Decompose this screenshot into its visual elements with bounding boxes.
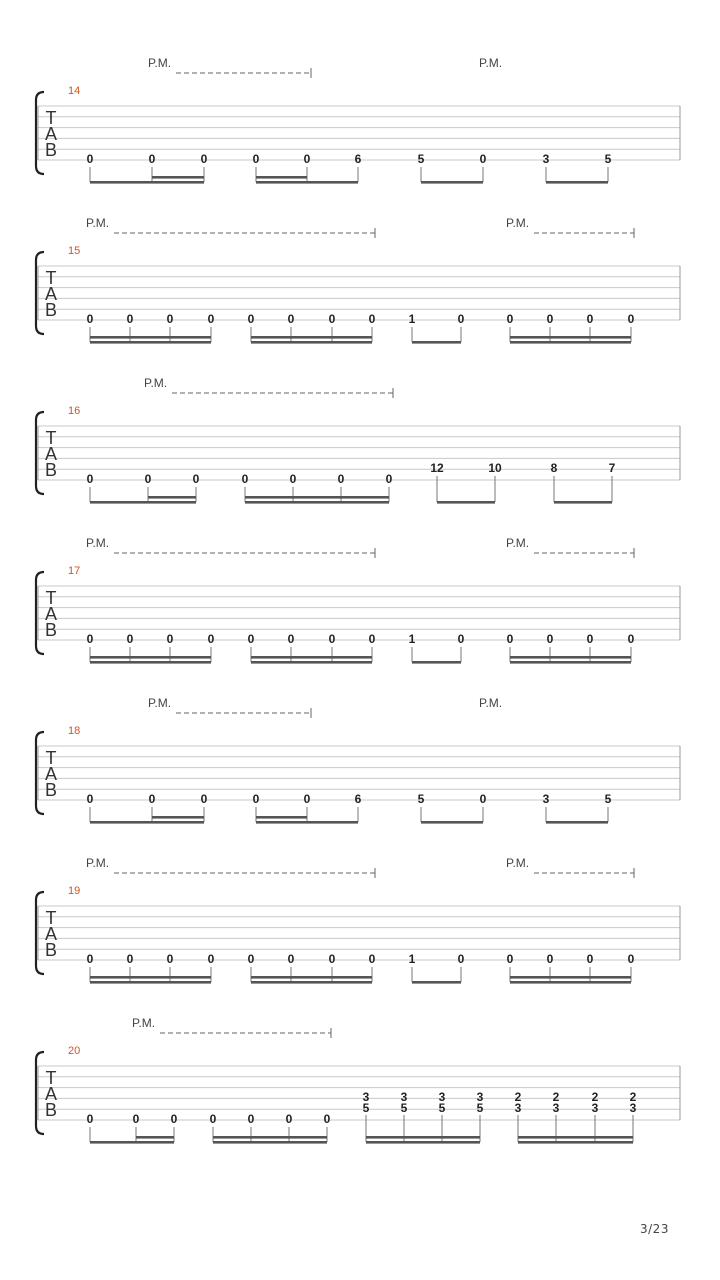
tab-clef-letter: B (44, 460, 58, 480)
palm-mute (506, 536, 634, 558)
fret-number: 0 (287, 312, 295, 326)
tab-note (430, 461, 444, 502)
fret-number: 0 (126, 632, 134, 646)
fret-number: 0 (627, 312, 635, 326)
note-beam (90, 821, 204, 824)
note-beam (90, 976, 211, 979)
note-beam (251, 656, 372, 659)
note-beam (510, 976, 631, 979)
note-beam (510, 656, 631, 659)
note-beam (510, 336, 631, 339)
note-beam (510, 661, 631, 664)
fret-number: 0 (86, 792, 94, 806)
fret-number: 0 (247, 1112, 255, 1126)
tab-note (543, 792, 550, 822)
measure-number: 16 (68, 405, 81, 417)
measure-number: 17 (68, 565, 81, 577)
note-beam (251, 661, 372, 664)
tab-clef-letter: A (44, 604, 58, 624)
fret-number: 0 (287, 632, 295, 646)
note-beam (412, 341, 461, 344)
tab-note (87, 152, 94, 182)
fret-number: 5 (417, 792, 425, 806)
measure-number: 14 (68, 85, 81, 97)
fret-number: 0 (627, 632, 635, 646)
fret-number: 0 (506, 952, 514, 966)
fret-number: 0 (252, 152, 260, 166)
tab-note (439, 1090, 446, 1142)
note-beam (251, 976, 372, 979)
tab-note (480, 152, 487, 182)
tab-note (355, 152, 362, 182)
note-beam (251, 341, 372, 344)
fret-number: 5 (604, 152, 612, 166)
tab-clef-letter: T (45, 428, 57, 448)
fret-number: 0 (546, 632, 554, 646)
tab-clef-letter: T (45, 108, 57, 128)
fret-number: 0 (323, 1112, 331, 1126)
fret-number: 6 (354, 792, 362, 806)
tab-note (355, 792, 362, 822)
tab-note (553, 1090, 560, 1142)
tab-note (418, 152, 425, 182)
palm-mute (506, 216, 634, 238)
fret-number: 2 (629, 1090, 637, 1104)
tab-note (409, 952, 416, 982)
fret-number: 3 (591, 1101, 599, 1115)
tab-note (409, 312, 416, 342)
tab-clef-letter: T (45, 268, 57, 288)
tab-clef-letter: A (44, 764, 58, 784)
fret-number: 0 (627, 952, 635, 966)
fret-number: 0 (328, 312, 336, 326)
tab-clef-letter: A (44, 444, 58, 464)
tab-note (458, 312, 465, 342)
fret-number: 0 (144, 472, 152, 486)
fret-number: 0 (328, 952, 336, 966)
measure-number: 20 (68, 1045, 81, 1057)
fret-number: 0 (457, 312, 465, 326)
fret-number: 0 (126, 952, 134, 966)
note-beam (421, 181, 483, 184)
fret-number: 0 (457, 632, 465, 646)
fret-number: 0 (207, 952, 215, 966)
fret-number: 0 (126, 312, 134, 326)
palm-mute-label: P.M. (132, 1016, 156, 1030)
note-beam (90, 656, 211, 659)
palm-mute-label: P.M. (479, 56, 503, 70)
palm-mute-label: P.M. (144, 376, 168, 390)
note-beam (256, 176, 307, 179)
tab-note (515, 1090, 522, 1142)
tab-note (458, 952, 465, 982)
note-beam (148, 496, 196, 499)
palm-mute (132, 1016, 331, 1038)
tab-clef-letter: A (44, 124, 58, 144)
fret-number: 0 (368, 952, 376, 966)
fret-number: 0 (207, 632, 215, 646)
tab-clef-letter: B (44, 140, 58, 160)
fret-number: 1 (408, 312, 416, 326)
measure-number: 15 (68, 245, 81, 257)
palm-mute (144, 376, 393, 398)
fret-number: 0 (207, 312, 215, 326)
fret-number: 3 (400, 1090, 408, 1104)
note-beam (256, 816, 307, 819)
tab-clef-letter: A (44, 924, 58, 944)
tab-clef-letter: T (45, 1068, 57, 1088)
tab-note (480, 792, 487, 822)
note-beam (251, 981, 372, 984)
tab-clef-letter: B (44, 940, 58, 960)
fret-number: 0 (247, 632, 255, 646)
fret-number: 0 (86, 952, 94, 966)
tab-system (36, 216, 680, 344)
tab-system (36, 376, 680, 504)
fret-number: 0 (166, 952, 174, 966)
fret-number: 0 (200, 152, 208, 166)
tab-note (605, 152, 612, 182)
fret-number: 0 (385, 472, 393, 486)
tab-note (87, 1112, 94, 1142)
fret-number: 0 (209, 1112, 217, 1126)
tab-note (401, 1090, 408, 1142)
palm-mute (86, 216, 375, 238)
fret-number: 0 (285, 1112, 293, 1126)
palm-mute-label: P.M. (506, 856, 530, 870)
fret-number: 0 (86, 1112, 94, 1126)
fret-number: 0 (200, 792, 208, 806)
tab-note (363, 1090, 370, 1142)
fret-number: 0 (337, 472, 345, 486)
fret-number: 3 (362, 1090, 370, 1104)
fret-number: 0 (479, 792, 487, 806)
fret-number: 0 (287, 952, 295, 966)
palm-mute (86, 856, 375, 878)
fret-number: 3 (542, 152, 550, 166)
note-beam (152, 816, 204, 819)
note-beam (554, 501, 612, 504)
fret-number: 0 (546, 312, 554, 326)
tab-system (36, 56, 680, 184)
palm-mute-label: P.M. (506, 216, 530, 230)
fret-number: 0 (328, 632, 336, 646)
note-beam (412, 981, 461, 984)
palm-mute (86, 536, 375, 558)
tab-note (87, 792, 94, 822)
fret-number: 0 (586, 952, 594, 966)
fret-number: 0 (546, 952, 554, 966)
fret-number: 0 (170, 1112, 178, 1126)
system-bracket (36, 92, 44, 174)
fret-number: 0 (247, 312, 255, 326)
note-beam (90, 341, 211, 344)
note-beam (421, 821, 483, 824)
fret-number: 0 (252, 792, 260, 806)
palm-mute-label: P.M. (148, 696, 172, 710)
tab-note (418, 792, 425, 822)
fret-number: 5 (476, 1101, 484, 1115)
fret-number: 0 (148, 152, 156, 166)
fret-number: 0 (247, 952, 255, 966)
fret-number: 0 (192, 472, 200, 486)
palm-mute (479, 56, 502, 70)
system-bracket (36, 412, 44, 494)
fret-number: 10 (488, 461, 502, 475)
note-beam (245, 501, 389, 504)
fret-number: 1 (408, 632, 416, 646)
measure-number: 18 (68, 725, 81, 737)
system-bracket (36, 1052, 44, 1134)
fret-number: 0 (506, 632, 514, 646)
fret-number: 5 (417, 152, 425, 166)
note-beam (546, 181, 608, 184)
fret-number: 3 (438, 1090, 446, 1104)
tab-clef-letter: B (44, 300, 58, 320)
tab-note (409, 632, 416, 662)
fret-number: 12 (430, 461, 444, 475)
note-beam (366, 1141, 480, 1144)
note-beam (213, 1141, 327, 1144)
fret-number: 0 (586, 312, 594, 326)
fret-number: 0 (457, 952, 465, 966)
fret-number: 1 (408, 952, 416, 966)
tab-system (36, 536, 680, 664)
fret-number: 0 (86, 632, 94, 646)
tab-note (605, 792, 612, 822)
system-bracket (36, 572, 44, 654)
palm-mute-label: P.M. (86, 216, 110, 230)
fret-number: 0 (479, 152, 487, 166)
note-beam (518, 1141, 633, 1144)
fret-number: 0 (86, 312, 94, 326)
note-beam (90, 336, 211, 339)
fret-number: 3 (514, 1101, 522, 1115)
note-beam (437, 501, 495, 504)
tab-note (609, 461, 616, 502)
note-beam (90, 981, 211, 984)
page-number: 3/23 (640, 1222, 669, 1236)
palm-mute (479, 696, 502, 710)
fret-number: 7 (608, 461, 616, 475)
note-beam (256, 821, 358, 824)
tab-clef-letter: T (45, 908, 57, 928)
tab-note (458, 632, 465, 662)
note-beam (256, 181, 358, 184)
fret-number: 0 (586, 632, 594, 646)
note-beam (510, 341, 631, 344)
note-beam (510, 981, 631, 984)
tab-note (477, 1090, 484, 1142)
fret-number: 0 (86, 472, 94, 486)
system-bracket (36, 252, 44, 334)
fret-number: 3 (629, 1101, 637, 1115)
tab-clef-letter: T (45, 588, 57, 608)
tab-clef-letter: A (44, 284, 58, 304)
fret-number: 2 (514, 1090, 522, 1104)
fret-number: 0 (86, 152, 94, 166)
note-beam (90, 661, 211, 664)
palm-mute (148, 696, 311, 718)
note-beam (90, 181, 204, 184)
fret-number: 5 (400, 1101, 408, 1115)
note-beam (546, 821, 608, 824)
tab-note (630, 1090, 637, 1142)
system-bracket (36, 892, 44, 974)
tab-note (87, 472, 94, 502)
fret-number: 0 (148, 792, 156, 806)
tab-note (592, 1090, 599, 1142)
measure-number: 19 (68, 885, 81, 897)
fret-number: 0 (303, 792, 311, 806)
palm-mute-label: P.M. (86, 856, 110, 870)
palm-mute-label: P.M. (148, 56, 172, 70)
fret-number: 5 (438, 1101, 446, 1115)
tab-system (36, 1016, 680, 1144)
tab-system (36, 696, 680, 824)
note-beam (90, 501, 196, 504)
tab-note (551, 461, 558, 502)
note-beam (213, 1136, 327, 1139)
fret-number: 5 (604, 792, 612, 806)
tab-note (488, 461, 502, 502)
tab-system (36, 856, 680, 984)
note-beam (245, 496, 389, 499)
fret-number: 5 (362, 1101, 370, 1115)
tab-clef-letter: T (45, 748, 57, 768)
fret-number: 3 (542, 792, 550, 806)
note-beam (136, 1136, 174, 1139)
fret-number: 8 (550, 461, 558, 475)
fret-number: 0 (289, 472, 297, 486)
fret-number: 0 (368, 312, 376, 326)
note-beam (366, 1136, 480, 1139)
fret-number: 0 (303, 152, 311, 166)
fret-number: 3 (552, 1101, 560, 1115)
fret-number: 3 (476, 1090, 484, 1104)
note-beam (251, 336, 372, 339)
tab-clef-letter: B (44, 1100, 58, 1120)
note-beam (90, 1141, 174, 1144)
fret-number: 0 (166, 312, 174, 326)
tab-clef-letter: B (44, 780, 58, 800)
tab-clef-letter: A (44, 1084, 58, 1104)
palm-mute (506, 856, 634, 878)
note-beam (412, 661, 461, 664)
note-beam (518, 1136, 633, 1139)
palm-mute-label: P.M. (506, 536, 530, 550)
palm-mute-label: P.M. (479, 696, 503, 710)
palm-mute (148, 56, 311, 78)
tab-note (543, 152, 550, 182)
fret-number: 6 (354, 152, 362, 166)
fret-number: 0 (132, 1112, 140, 1126)
fret-number: 2 (591, 1090, 599, 1104)
system-bracket (36, 732, 44, 814)
tab-clef-letter: B (44, 620, 58, 640)
fret-number: 0 (506, 312, 514, 326)
fret-number: 0 (166, 632, 174, 646)
note-beam (152, 176, 204, 179)
fret-number: 0 (368, 632, 376, 646)
fret-number: 2 (552, 1090, 560, 1104)
fret-number: 0 (241, 472, 249, 486)
palm-mute-label: P.M. (86, 536, 110, 550)
